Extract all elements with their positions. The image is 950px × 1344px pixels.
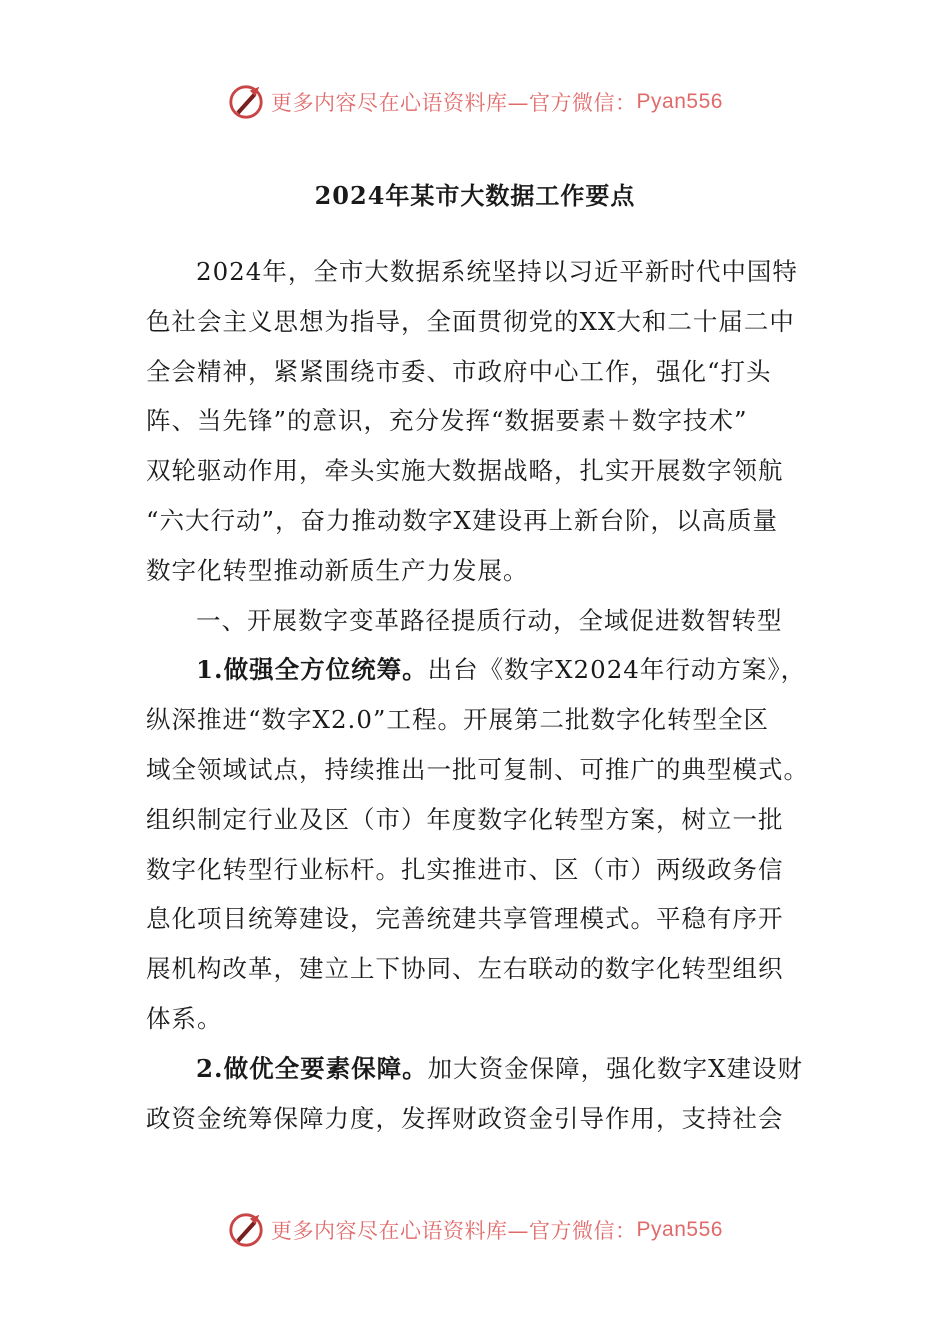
body-line — [146, 704, 769, 736]
line-text: 双轮驱动作用，牵头实施大数据战略，扎实开展数字领航 — [146, 456, 784, 486]
watermark-banner-bottom — [0, 1206, 950, 1254]
line-text: 体系。 — [146, 1004, 223, 1033]
body-line — [146, 754, 809, 786]
pen-logo-icon — [227, 1211, 265, 1249]
body-line — [146, 953, 784, 985]
line-text: 政资金统筹保障力度，发挥财政资金引导作用，支持社会 — [146, 1103, 784, 1133]
line-text: 全会精神，紧紧围绕市委、市政府中心工作，强化“打头 — [146, 356, 772, 386]
body-line — [146, 306, 795, 338]
body-line — [146, 505, 778, 537]
item-heading: 1.做强全方位统筹。 — [196, 655, 428, 685]
body-line — [146, 903, 784, 935]
body-line — [196, 256, 798, 288]
line-text: 加大资金保障，强化数字X建设财 — [427, 1053, 804, 1083]
line-text: 数字化转型推动新质生产力发展。 — [146, 555, 529, 585]
line-text: 色社会主义思想为指导，全面贯彻党的XX大和二十届二中 — [146, 306, 795, 336]
body-line — [146, 405, 748, 437]
body-line — [196, 1053, 803, 1085]
body-line — [196, 605, 783, 637]
body-line — [146, 1003, 223, 1035]
line-text: 2024年，全市大数据系统坚持以习近平新时代中国特 — [196, 257, 798, 286]
item-heading: 2.做优全要素保障。 — [196, 1053, 428, 1083]
body-line — [196, 654, 806, 686]
watermark-text: 更多内容尽在心语资料库—官方微信： — [271, 1219, 637, 1243]
watermark-banner-top — [0, 78, 950, 126]
body-line — [146, 1103, 784, 1135]
line-text: 阵、当先锋”的意识，充分发挥“数据要素＋数字技术” — [146, 406, 748, 436]
line-text: 组织制定行业及区（市）年度数字化转型方案，树立一批 — [146, 804, 784, 834]
line-text: 展机构改革，建立上下协同、左右联动的数字化转型组织 — [146, 954, 784, 984]
line-text: 数字化转型行业标杆。扎实推进市、区（市）两级政务信 — [146, 854, 784, 884]
body-line — [146, 356, 772, 388]
watermark-id: Pyan556 — [636, 90, 723, 113]
line-text: 出台《数字X2024年行动方案》， — [427, 655, 807, 685]
line-text: 纵深推进“数字X2.0”工程。开展第二批数字化转型全区 — [146, 705, 769, 735]
line-text: 域全领域试点，持续推出一批可复制、可推广的典型模式。 — [146, 755, 809, 784]
document-title: 2024年某市大数据工作要点 — [314, 181, 636, 210]
body-line — [146, 854, 784, 886]
watermark-text: 更多内容尽在心语资料库—官方微信： — [271, 91, 637, 115]
pen-logo-icon — [227, 83, 265, 121]
line-text: 息化项目统筹建设，完善统建共享管理模式。平稳有序开 — [146, 904, 784, 934]
line-text: “六大行动”，奋力推动数字X建设再上新台阶，以高质量 — [146, 506, 778, 535]
body-line — [146, 555, 529, 587]
body-line — [146, 804, 784, 836]
watermark-id: Pyan556 — [636, 1218, 723, 1241]
line-text: 一、开展数字变革路径提质行动，全域促进数智转型 — [196, 605, 783, 635]
body-line — [146, 455, 784, 487]
